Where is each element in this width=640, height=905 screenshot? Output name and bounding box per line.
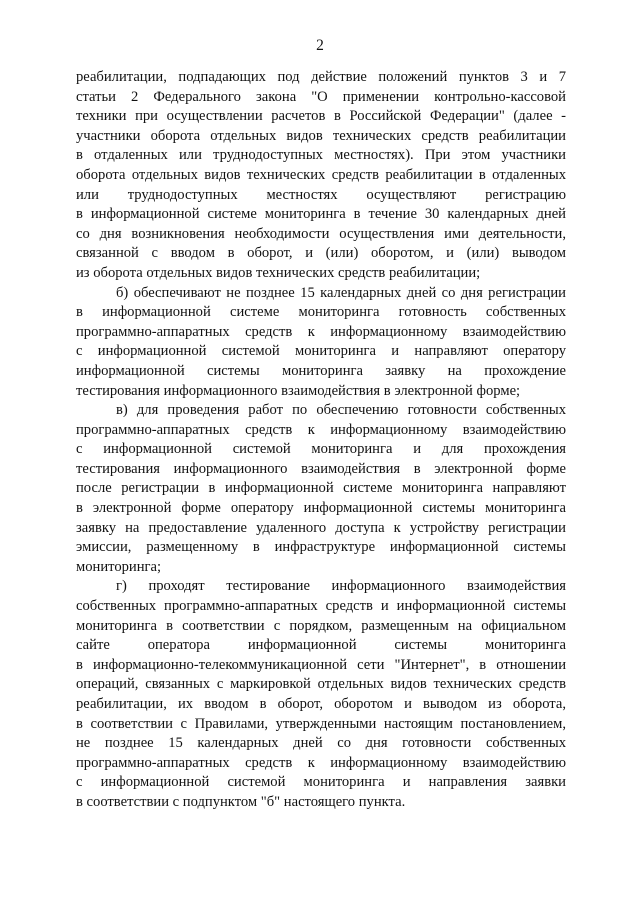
text-line: в отдаленных или труднодоступных местностях). При этом участники — [76, 147, 566, 164]
text-line: программно-аппаратных средств к информационному взаимодействию — [76, 421, 566, 438]
text-line: в соответствии с Правилами, утвержденными настоящим постановлением, — [76, 715, 566, 732]
text-line: программно-аппаратных средств к информационному взаимодействию — [76, 754, 566, 771]
document-body — [76, 68, 566, 813]
text-line: или труднодоступных местностях осуществляют регистрацию — [76, 186, 566, 203]
text-line: тестирования информационного взаимодействия в электронной форме; — [76, 382, 521, 399]
paragraph-v-first-line: в) для проведения работ по обеспечению готовности собственных — [116, 402, 566, 419]
text-line: эмиссии, размещенному в инфраструктуре информационной системы — [76, 539, 566, 556]
text-line: статьи 2 Федерального закона "О применении контрольно-кассовой — [76, 88, 566, 105]
text-line: реабилитации, их вводом в оборот, оборотом и выводом из оборота, — [76, 696, 566, 712]
text-line: операций, связанных с маркировкой отдельных видов технических средств — [76, 676, 566, 693]
paragraph-b-first-line: б) обеспечивают не позднее 15 календарных дней со дня регистрации — [116, 284, 566, 301]
text-line: тестирования информационного взаимодействия в электронной форме — [76, 460, 566, 477]
text-line: связанной с вводом в оборот, и (или) оборотом, и (или) выводом — [76, 245, 566, 262]
text-line: сайте оператора информационной системы мониторинга — [76, 637, 566, 654]
text-line: из оборота отдельных видов технических средств реабилитации; — [76, 264, 481, 281]
text-line: после регистрации в информационной системе мониторинга направляют — [76, 480, 566, 497]
text-line: с информационной системой мониторинга и направляют оператору — [76, 343, 566, 360]
text-line: в соответствии с подпунктом "б" настоящего пункта. — [76, 793, 406, 810]
text-line: реабилитации, подпадающих под действие положений пунктов 3 и 7 — [76, 69, 566, 85]
text-line: с информационной системой мониторинга и для прохождения — [76, 441, 566, 458]
text-line: оборота отдельных видов технических средств реабилитации в отдаленных — [76, 166, 566, 183]
text-line: в электронной форме оператору информационной системы мониторинга — [76, 500, 566, 517]
text-line: не позднее 15 календарных дней со дня готовности собственных — [76, 735, 566, 752]
text-line: заявку на предоставление удаленного доступа к устройству регистрации — [76, 519, 566, 536]
text-line: техники при осуществлении расчетов в Российской Федерации" (далее - — [76, 108, 566, 125]
text-line: мониторинга; — [76, 558, 162, 575]
text-line: со дня возникновения необходимости осуществления ими деятельности, — [76, 225, 566, 242]
text-line: собственных программно-аппаратных средств и информационной системы — [76, 598, 566, 615]
text-line: мониторинга в соответствии с порядком, размещенным на официальном — [76, 617, 566, 634]
text-line: информационной системы мониторинга заявку на прохождение — [76, 362, 566, 379]
text-line: участники оборота отдельных видов технических средств реабилитации — [76, 127, 566, 144]
page-number: 2 — [316, 37, 324, 54]
paragraph-g-first-line: г) проходят тестирование информационного взаимодействия — [116, 578, 566, 595]
text-line: в информационно-телекоммуникационной сети "Интернет", в отношении — [76, 656, 566, 673]
text-line: программно-аппаратных средств к информационному взаимодействию — [76, 323, 566, 340]
text-line: в информационной системе мониторинга в течение 30 календарных дней — [76, 206, 566, 223]
text-line: с информационной системой мониторинга и направления заявки — [76, 774, 566, 791]
text-line: в информационной системе мониторинга готовность собственных — [76, 304, 566, 321]
